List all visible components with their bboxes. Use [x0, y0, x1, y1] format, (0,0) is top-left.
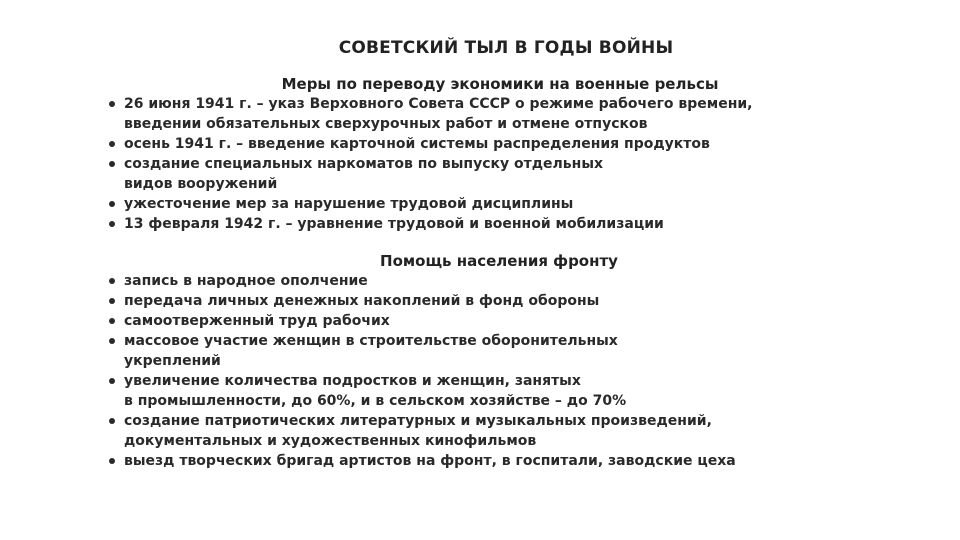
list-item	[108, 411, 868, 451]
list-item-text: выезд творческих бригад артистов на фронт, в госпитали, заводские цеха	[124, 453, 736, 469]
economy-measures-list	[108, 94, 868, 234]
bullet-icon	[109, 458, 115, 464]
list-item-text: увеличение количества подростков и женщин, занятых в промышленности, до 60%, и в сельском хозяйстве – до 70%	[124, 373, 627, 409]
list-item-text: создание специальных наркоматов по выпуску отдельных видов вооружений	[124, 156, 604, 192]
slide-content	[108, 36, 868, 471]
list-item-text: передача личных денежных накоплений в фонд обороны	[124, 293, 600, 309]
list-item	[108, 291, 868, 311]
list-item	[108, 94, 868, 134]
bullet-icon	[109, 318, 115, 324]
list-item-text: 13 февраля 1942 г. – уравнение трудовой и военной мобилизации	[124, 216, 664, 232]
list-item	[108, 451, 868, 471]
bullet-icon	[109, 101, 115, 107]
list-item-text: самоотверженный труд рабочих	[124, 313, 390, 329]
list-item-text: запись в народное ополчение	[124, 273, 368, 289]
bullet-icon	[109, 378, 115, 384]
section-heading-economy: Меры по переводу экономики на военные рельсы	[281, 75, 719, 93]
bullet-icon	[109, 201, 115, 207]
bullet-icon	[109, 221, 115, 227]
list-item-text: ужесточение мер за нарушение трудовой дисциплины	[124, 196, 574, 212]
bullet-icon	[109, 161, 115, 167]
bullet-icon	[109, 298, 115, 304]
bullet-icon	[109, 278, 115, 284]
list-item-text: массовое участие женщин в строительстве оборонительных укреплений	[124, 333, 618, 369]
bullet-icon	[109, 338, 115, 344]
list-item	[108, 271, 868, 291]
slide-title: СОВЕТСКИЙ ТЫЛ В ГОДЫ ВОЙНЫ	[338, 38, 674, 58]
population-help-list	[108, 271, 868, 471]
list-item	[108, 311, 868, 331]
list-item	[108, 154, 868, 194]
bullet-icon	[109, 418, 115, 424]
list-item-text: осень 1941 г. – введение карточной системы распределения продуктов	[124, 136, 710, 152]
list-item	[108, 194, 868, 214]
list-item	[108, 371, 868, 411]
list-item-text: создание патриотических литературных и музыкальных произведений, документальных и художественных кинофильмов	[124, 413, 712, 449]
list-item-text: 26 июня 1941 г. – указ Верховного Совета СССР о режиме рабочего времени, введении обязательных сверхурочных работ и отмене отпусков	[124, 96, 753, 132]
section-heading-population-help: Помощь населения фронту	[380, 252, 618, 270]
bullet-icon	[109, 141, 115, 147]
list-item	[108, 134, 868, 154]
list-item	[108, 331, 868, 371]
list-item	[108, 214, 868, 234]
